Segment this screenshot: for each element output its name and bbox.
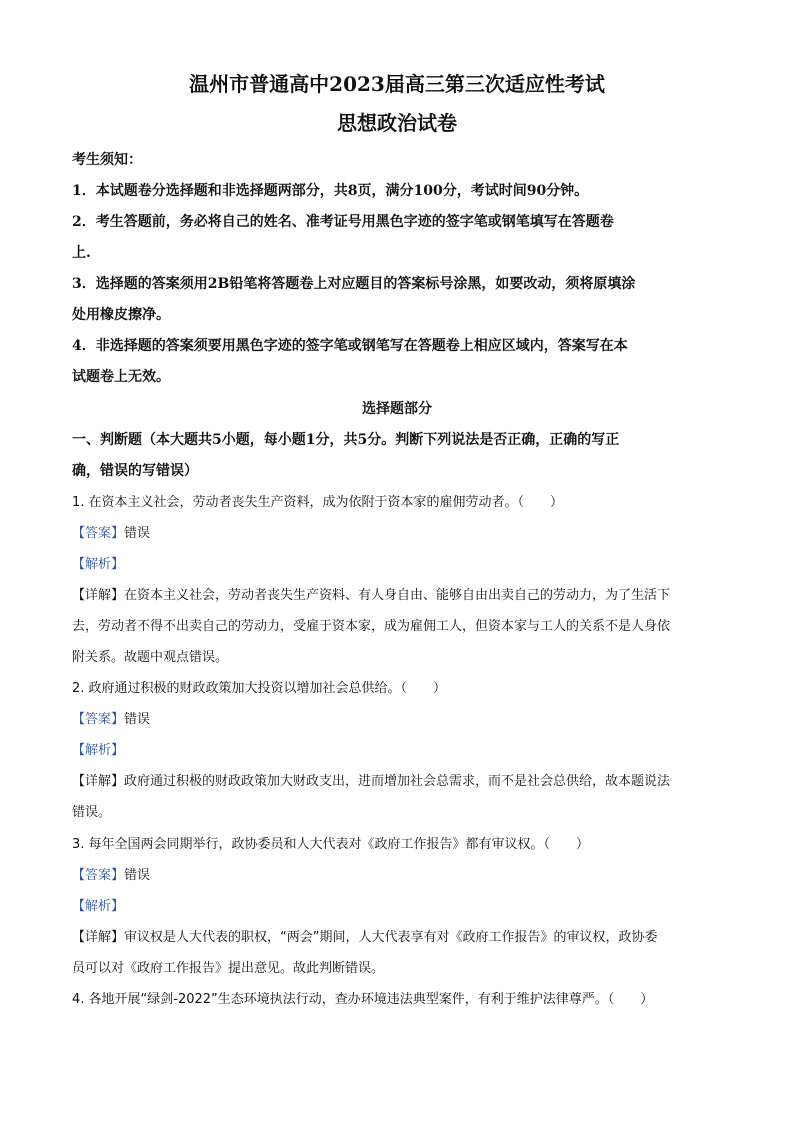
question-1-detail-line-3: 附关系。故题中观点错误。 bbox=[72, 650, 229, 665]
notice-item-4: 4．非选择题的答案须要用黑色字迹的签字笔或钢笔写在答题卷上相应区域内，答案写在本 bbox=[72, 338, 628, 354]
answer-label: 【答案】 bbox=[72, 712, 125, 727]
question-3-detail-line-1 bbox=[72, 928, 722, 948]
question-2-analysis-label bbox=[72, 741, 722, 761]
analysis-label: 【解析】 bbox=[72, 743, 125, 758]
answer-label: 【答案】 bbox=[72, 526, 125, 541]
analysis-label: 【解析】 bbox=[72, 557, 125, 572]
detail-text: 政府通过积极的财政政策加大财政支出，进而增加社会总需求，而不是社会总供给，故本题说法 bbox=[124, 774, 671, 789]
exam-subtitle: 思想政治试卷 bbox=[337, 111, 457, 135]
question-1-detail-line-2: 去，劳动者不得不出卖自己的劳动力，受雇于资本家，成为雇佣工人，但资本家与工人的关系不是人身依 bbox=[72, 619, 671, 634]
analysis-label: 【解析】 bbox=[72, 899, 125, 914]
notice-heading: 考生须知： bbox=[72, 152, 142, 168]
answer-label: 【答案】 bbox=[72, 868, 125, 883]
answer-value: 错误 bbox=[124, 526, 151, 541]
question-2-stem: 2. 政府通过积极的财政政策加大投资以增加社会总供给。（ ） bbox=[72, 681, 447, 696]
detail-label: 【详解】 bbox=[72, 930, 125, 945]
notice-item-3: 3．选择题的答案须用2B铅笔将答题卷上对应题目的答案标号涂黑，如要改动，须将原填涂 bbox=[72, 276, 636, 292]
question-2-detail-line-1 bbox=[72, 772, 722, 792]
notice-item-2: 2．考生答题前，务必将自己的姓名、准考证号用黑色字迹的签字笔或钢笔填写在答题卷 bbox=[72, 214, 614, 230]
answer-value: 错误 bbox=[124, 868, 151, 883]
question-3-answer bbox=[72, 866, 722, 886]
question-1-stem: 1. 在资本主义社会，劳动者丧失生产资料，成为依附于资本家的雇佣劳动者。（ ） bbox=[72, 495, 564, 510]
notice-item-3-cont: 处用橡皮擦净。 bbox=[72, 307, 170, 323]
question-4-stem: 4. 各地开展“绿剑-2022”生态环境执法行动，查办环境违法典型案件，有利于维护法律尊严。（ ） bbox=[72, 992, 654, 1007]
part-heading: 一、判断题（本大题共5小题，每小题1分，共5分。判断下列说法是否正确，正确的写正 bbox=[72, 432, 620, 448]
detail-label: 【详解】 bbox=[72, 774, 125, 789]
question-3-stem: 3. 每年全国两会同期举行，政协委员和人大代表对《政府工作报告》都有审议权。（ ） bbox=[72, 837, 590, 852]
question-2-answer bbox=[72, 710, 722, 730]
notice-item-1: 1．本试题卷分选择题和非选择题两部分，共8页，满分100分，考试时间90分钟。 bbox=[72, 183, 589, 199]
section-title: 选择题部分 bbox=[362, 401, 432, 417]
question-3-analysis-label bbox=[72, 897, 722, 917]
detail-text: 审议权是人大代表的职权，“两会”期间，人大代表享有对《政府工作报告》的审议权，政协委 bbox=[124, 930, 658, 945]
notice-item-2-cont: 上. bbox=[72, 245, 91, 261]
question-1-answer bbox=[72, 524, 722, 544]
question-2-detail-line-2: 错误。 bbox=[72, 805, 112, 820]
detail-text: 在资本主义社会，劳动者丧失生产资料、有人身自由、能够自由出卖自己的劳动力，为了生活下 bbox=[124, 588, 671, 603]
exam-title: 温州市普通高中2023届高三第三次适应性考试 bbox=[189, 72, 605, 96]
notice-item-4-cont: 试题卷上无效。 bbox=[72, 369, 170, 385]
answer-value: 错误 bbox=[124, 712, 151, 727]
question-3-detail-line-2: 员可以对《政府工作报告》提出意见。故此判断错误。 bbox=[72, 961, 385, 976]
question-1-detail-line-1 bbox=[72, 586, 722, 606]
part-heading-cont: 确，错误的写错误） bbox=[72, 463, 198, 479]
question-1-analysis-label bbox=[72, 555, 722, 575]
detail-label: 【详解】 bbox=[72, 588, 125, 603]
